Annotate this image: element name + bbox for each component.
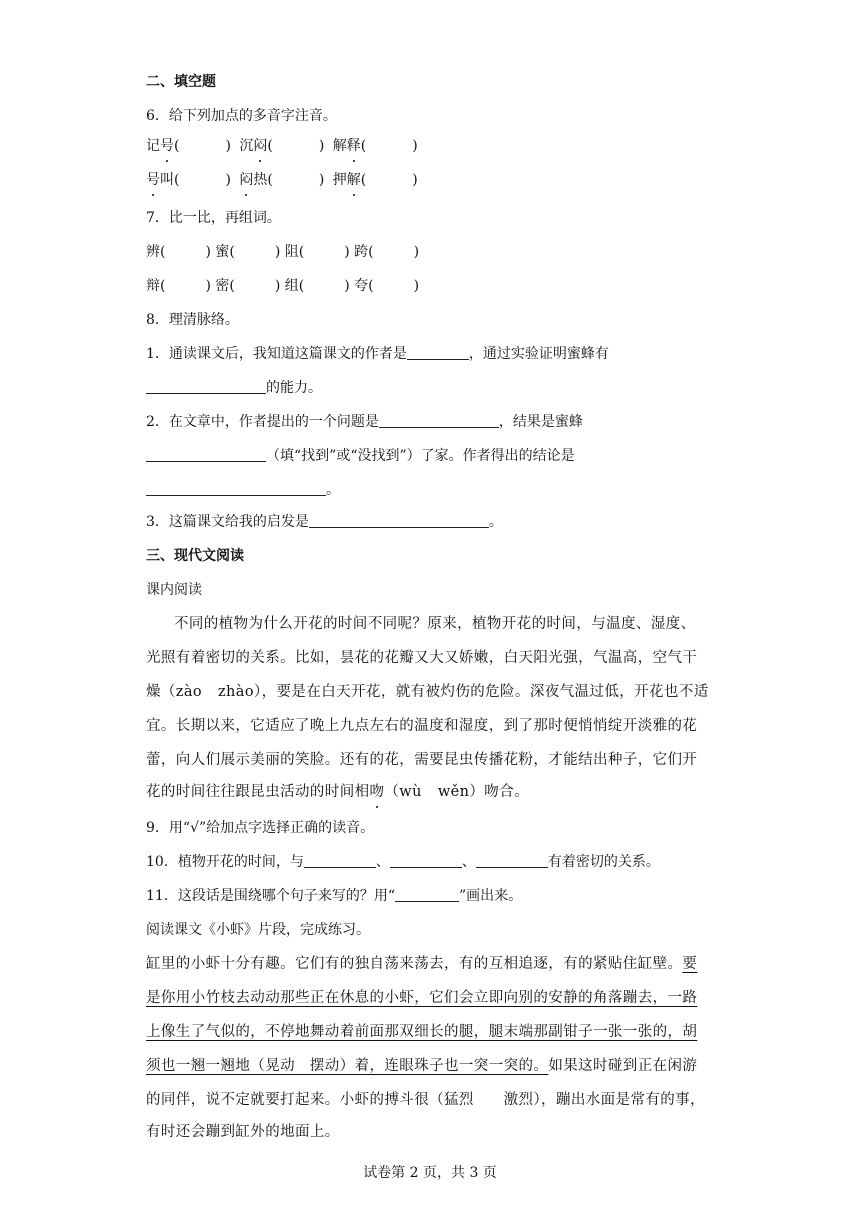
q8-line-3: 3．这篇课文给我的启发是 。 [146, 514, 503, 530]
answer-blank[interactable] [146, 481, 326, 496]
q7-char: 密 [215, 278, 230, 294]
answer-blank[interactable] [146, 447, 266, 462]
passage1-line: 花的时间往往跟昆虫活动的时间相吻（wù wěn）吻合。 [146, 784, 529, 800]
q8-line-2-end: 。 [146, 480, 340, 500]
answer-blank[interactable] [407, 345, 469, 360]
q8-line-2: 2．在文章中，作者提出的一个问题是 ，结果是蜜蜂 [146, 414, 583, 430]
q7-stem: 7．比一比，再组词。 [146, 210, 281, 226]
q8-line-2-cont: （填“找到”或“没找到”）了家。作者得出的结论是 [146, 446, 575, 466]
passage1-line: 宜。长期以来，它适应了晚上九点左右的温度和湿度，到了那时便悄悄绽开淡雅的花 [146, 718, 698, 734]
q7-char: 跨 [354, 244, 369, 260]
q11-stem: 11．这段话是围绕哪个句子来写的？用“ ”画出来。 [146, 888, 523, 904]
emphasis-dot-char: 闷 [253, 138, 268, 154]
q10-stem: 10．植物开花的时间，与 、 、 有着密切的关系。 [146, 854, 660, 870]
section-title-reading: 三、现代文阅读 [146, 548, 244, 564]
answer-blank[interactable] [309, 513, 489, 528]
emphasis-dot-char: 号 [146, 172, 160, 188]
emphasis-dot-char: 吻 [369, 784, 385, 800]
answer-blank[interactable] [390, 853, 462, 868]
q7-row-2: 辩( ) 密( ) 组( ) 夸( ) [146, 278, 420, 294]
q6-row-1 [146, 136, 418, 156]
section-title-fill-blank: 二、填空题 [146, 74, 216, 90]
emphasis-dot-char: 释 [346, 138, 361, 154]
answer-blank[interactable] [476, 853, 548, 868]
passage2-line: 有时还会蹦到缸外的地面上。 [146, 1124, 340, 1140]
reading-subtitle: 课内阅读 [146, 582, 202, 598]
q7-char: 组 [284, 278, 299, 294]
q7-char: 夸 [354, 278, 369, 294]
passage1-line: 不同的植物为什么开花的时间不同呢？原来，植物开花的时间，与温度、湿度、 [174, 616, 696, 632]
passage2-line: 是你用小竹枝去动动那些正在休息的小虾，它们会立即向别的安静的角落蹦去，一路 [146, 990, 698, 1006]
emphasis-dot-char: 号 [160, 138, 174, 154]
passage2-line: 的同伴，说不定就要打起来。小虾的搏斗很（猛烈 激烈），蹦出水面是常有的事， [146, 1092, 705, 1108]
underline-sample [395, 887, 459, 902]
q6-stem: 6．给下列加点的多音字注音。 [146, 108, 337, 124]
q7-char: 辩 [146, 278, 160, 294]
emphasis-dot-char: 闷 [239, 172, 254, 188]
q9-stem: 9．用“√”给加点字选择正确的读音。 [146, 820, 375, 836]
q8-line-1-cont: 的能力。 [146, 378, 322, 398]
q6-item: 号叫( ) [146, 172, 231, 188]
q7-char: 蜜 [215, 244, 230, 260]
q6-item: 沉闷( ) [239, 138, 325, 154]
emphasis-dot-char: 解 [346, 172, 361, 188]
q6-item: 解释( ) [332, 138, 418, 154]
passage1-line: 光照有着密切的关系。比如，昙花的花瓣又大又娇嫩，白天阳光强，气温高，空气干 [146, 650, 698, 666]
q7-char: 阻 [284, 244, 299, 260]
q6-item: 闷热( ) [239, 172, 325, 188]
q8-line-1: 1．通读课文后，我知道这篇课文的作者是 ，通过实验证明蜜蜂有 [146, 346, 609, 362]
q6-row-2 [146, 170, 418, 190]
q7-char: 辨 [146, 244, 160, 260]
passage2-line: 缸里的小虾十分有趣。它们有的独自荡来荡去，有的互相追逐，有的紧贴住缸壁。要 [146, 956, 698, 972]
page-footer: 试卷第 2 页，共 3 页 [363, 1165, 497, 1181]
answer-blank[interactable] [379, 413, 499, 428]
passage2-line: 上像生了气似的，不停地舞动着前面那双细长的腿，腿末端那副钳子一张一张的，胡 [146, 1024, 698, 1040]
answer-blank[interactable] [304, 853, 376, 868]
reading2-intro: 阅读课文《小虾》片段，完成练习。 [146, 922, 370, 938]
passage1-line: 燥（zào zhào），要是在白天开花，就有被灼伤的危险。深夜气温过低，开花也不适 [146, 684, 709, 700]
q8-stem: 8．理清脉络。 [146, 312, 239, 328]
q6-item: 记号( ) [146, 138, 231, 154]
answer-blank[interactable] [146, 379, 266, 394]
q7-row-1: 辨( ) 蜜( ) 阻( ) 跨( ) [146, 244, 420, 260]
q6-item: 押解( ) [332, 172, 418, 188]
passage2-line: 须也一翘一翘地（晃动 摆动）着，连眼珠子也一突一突的。如果这时碰到正在闲游 [146, 1058, 698, 1074]
passage1-line: 蕾，向人们展示美丽的笑脸。还有的花，需要昆虫传播花粉，才能结出种子，它们开 [146, 752, 698, 768]
